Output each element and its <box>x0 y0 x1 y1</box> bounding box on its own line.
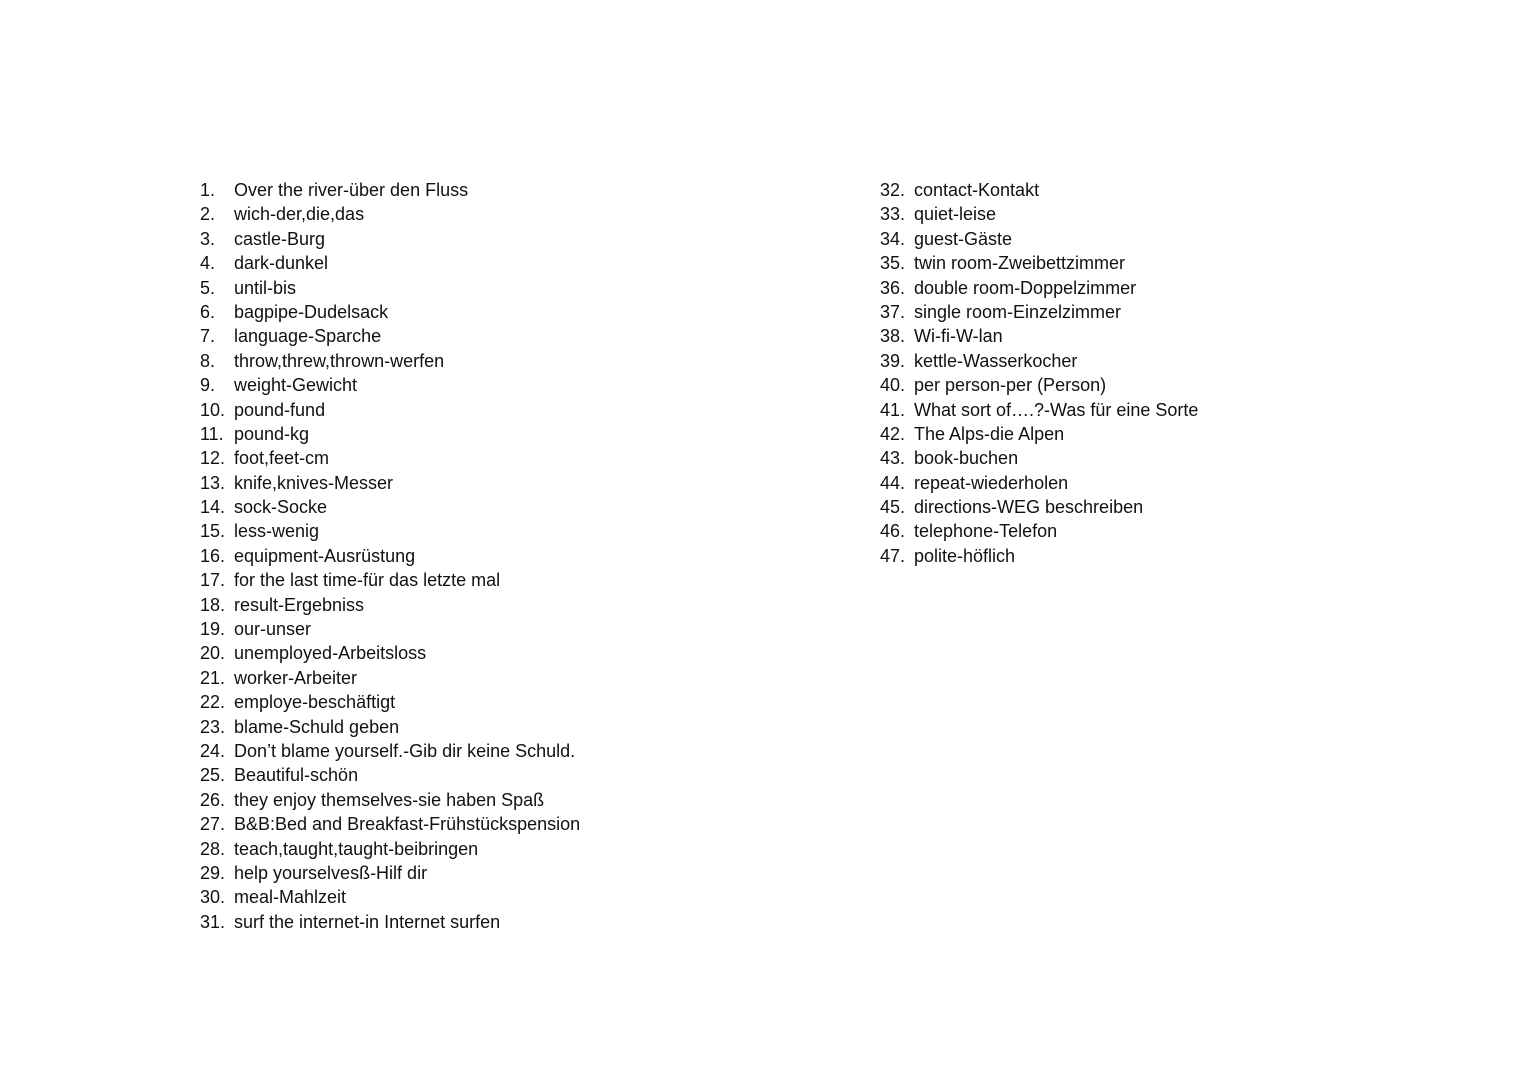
item-text: pound-fund <box>234 399 326 420</box>
vocab-item <box>200 861 800 885</box>
vocab-item <box>200 617 800 641</box>
vocab-item <box>200 763 800 787</box>
item-text: knife,knives-Messer <box>234 472 394 493</box>
item-number: 18. <box>200 594 226 615</box>
item-number: 20. <box>200 643 226 664</box>
item-text: our-unser <box>234 619 312 640</box>
item-number: 43. <box>880 448 906 469</box>
item-number: 5. <box>200 277 216 298</box>
vocab-item <box>200 349 800 373</box>
item-text: Over the river-über den Fluss <box>234 180 469 200</box>
item-text: employe-beschäftigt <box>234 692 396 713</box>
item-number: 12. <box>200 448 226 469</box>
vocab-item <box>200 715 800 739</box>
item-text: Wi-fi-W-lan <box>914 326 1003 347</box>
item-number: 19. <box>200 619 226 640</box>
vocab-item <box>200 788 800 812</box>
vocab-item <box>880 324 1480 348</box>
vocab-item <box>200 276 800 300</box>
item-text: pound-kg <box>234 423 310 444</box>
vocab-item <box>880 178 1480 202</box>
item-text: help yourselvesß-Hilf dir <box>234 862 428 883</box>
item-text: blame-Schuld geben <box>234 716 400 737</box>
item-number: 40. <box>880 375 906 396</box>
item-text: The Alps-die Alpen <box>914 423 1065 444</box>
item-number: 38. <box>880 326 906 347</box>
item-number: 35. <box>880 253 906 274</box>
item-number: 27. <box>200 814 226 835</box>
item-number: 28. <box>200 838 226 859</box>
vocab-item <box>200 885 800 909</box>
item-text: for the last time-für das letzte mal <box>234 570 501 591</box>
item-number: 41. <box>880 399 906 420</box>
item-number: 1. <box>200 180 216 200</box>
item-number: 2. <box>200 204 216 225</box>
item-text: equipment-Ausrüstung <box>234 545 416 566</box>
vocab-item <box>880 519 1480 543</box>
vocab-item <box>200 837 800 861</box>
item-text: Beautiful-schön <box>234 765 359 786</box>
vocab-item <box>880 373 1480 397</box>
item-number: 7. <box>200 326 216 347</box>
item-text: surf the internet-in Internet surfen <box>234 911 501 932</box>
item-number: 3. <box>200 228 216 249</box>
item-number: 37. <box>880 301 906 322</box>
vocab-item <box>200 471 800 495</box>
item-text: throw,threw,thrown-werfen <box>234 350 445 371</box>
vocab-item <box>880 276 1480 300</box>
item-text: teach,taught,taught-beibringen <box>234 838 479 859</box>
item-text: repeat-wiederholen <box>914 472 1069 493</box>
vocab-item <box>200 812 800 836</box>
item-text: bagpipe-Dudelsack <box>234 301 389 322</box>
item-number: 34. <box>880 228 906 249</box>
vocab-item <box>200 568 800 592</box>
item-text: meal-Mahlzeit <box>234 887 347 908</box>
vocab-item <box>200 666 800 690</box>
item-number: 9. <box>200 375 216 396</box>
item-number: 45. <box>880 497 906 518</box>
vocab-item <box>200 202 800 226</box>
item-number: 8. <box>200 350 216 371</box>
vocab-item <box>200 593 800 617</box>
item-text: guest-Gäste <box>914 228 1013 249</box>
item-number: 16. <box>200 545 226 566</box>
item-number: 4. <box>200 253 216 274</box>
item-text: kettle-Wasserkocher <box>914 350 1078 371</box>
item-number: 25. <box>200 765 226 786</box>
vocab-item <box>200 422 800 446</box>
item-number: 32. <box>880 180 906 200</box>
item-number: 17. <box>200 570 226 591</box>
item-text: result-Ergebniss <box>234 594 365 615</box>
item-number: 13. <box>200 472 226 493</box>
vocab-item <box>200 178 800 202</box>
item-text: dark-dunkel <box>234 253 329 274</box>
item-text: language-Sparche <box>234 326 382 347</box>
vocab-item <box>880 495 1480 519</box>
item-number: 42. <box>880 423 906 444</box>
vocab-item <box>200 910 800 934</box>
vocab-item <box>200 690 800 714</box>
item-number: 23. <box>200 716 226 737</box>
item-text: book-buchen <box>914 448 1019 469</box>
item-number: 26. <box>200 789 226 810</box>
item-number: 22. <box>200 692 226 713</box>
item-number: 29. <box>200 862 226 883</box>
item-text: single room-Einzelzimmer <box>914 301 1122 322</box>
vocab-item <box>200 251 800 275</box>
item-number: 21. <box>200 667 226 688</box>
item-text: twin room-Zweibettzimmer <box>914 253 1126 274</box>
item-text: contact-Kontakt <box>914 180 1040 200</box>
item-text: worker-Arbeiter <box>234 667 358 688</box>
item-text: weight-Gewicht <box>234 375 358 396</box>
item-text: B&B:Bed and Breakfast-Frühstückspension <box>234 814 581 835</box>
item-number: 39. <box>880 350 906 371</box>
item-text: less-wenig <box>234 521 320 542</box>
item-text: Don’t blame yourself.-Gib dir keine Schuld. <box>234 740 576 761</box>
vocab-item <box>200 544 800 568</box>
vocab-item <box>200 519 800 543</box>
item-number: 15. <box>200 521 226 542</box>
item-text: sock-Socke <box>234 497 328 518</box>
vocab-item <box>200 227 800 251</box>
item-number: 33. <box>880 204 906 225</box>
item-number: 14. <box>200 497 226 518</box>
vocab-item <box>200 495 800 519</box>
vocab-item <box>880 202 1480 226</box>
item-text: foot,feet-cm <box>234 448 330 469</box>
vocab-item <box>880 446 1480 470</box>
item-number: 10. <box>200 399 226 420</box>
item-text: they enjoy themselves-sie haben Spaß <box>234 789 545 810</box>
item-number: 31. <box>200 911 226 932</box>
item-number: 44. <box>880 472 906 493</box>
item-text: telephone-Telefon <box>914 521 1058 542</box>
vocab-list-right <box>880 178 1480 568</box>
item-text: until-bis <box>234 277 297 298</box>
item-text: What sort of….?-Was für eine Sorte <box>914 399 1199 420</box>
vocab-item <box>880 300 1480 324</box>
vocab-item <box>200 446 800 470</box>
item-number: 11. <box>200 423 224 444</box>
item-text: wich-der,die,das <box>234 204 365 225</box>
item-text: double room-Doppelzimmer <box>914 277 1137 298</box>
item-number: 30. <box>200 887 226 908</box>
item-text: castle-Burg <box>234 228 326 249</box>
vocab-item <box>200 324 800 348</box>
item-number: 6. <box>200 301 216 322</box>
item-text: unemployed-Arbeitsloss <box>234 643 427 664</box>
vocab-item <box>880 544 1480 568</box>
vocab-item <box>880 422 1480 446</box>
vocab-item <box>200 300 800 324</box>
item-number: 24. <box>200 740 226 761</box>
vocab-item <box>200 739 800 763</box>
vocab-item <box>880 251 1480 275</box>
vocab-item <box>880 471 1480 495</box>
vocab-item <box>200 398 800 422</box>
vocab-item <box>200 373 800 397</box>
item-number: 46. <box>880 521 906 542</box>
item-text: directions-WEG beschreiben <box>914 497 1144 518</box>
vocab-item <box>880 349 1480 373</box>
item-number: 36. <box>880 277 906 298</box>
item-text: polite-höflich <box>914 545 1016 566</box>
vocab-list-left <box>200 178 800 934</box>
vocab-item <box>880 398 1480 422</box>
vocab-item <box>200 641 800 665</box>
vocab-item <box>880 227 1480 251</box>
item-text: per person-per (Person) <box>914 375 1107 396</box>
item-text: quiet-leise <box>914 204 997 225</box>
item-number: 47. <box>880 545 906 566</box>
